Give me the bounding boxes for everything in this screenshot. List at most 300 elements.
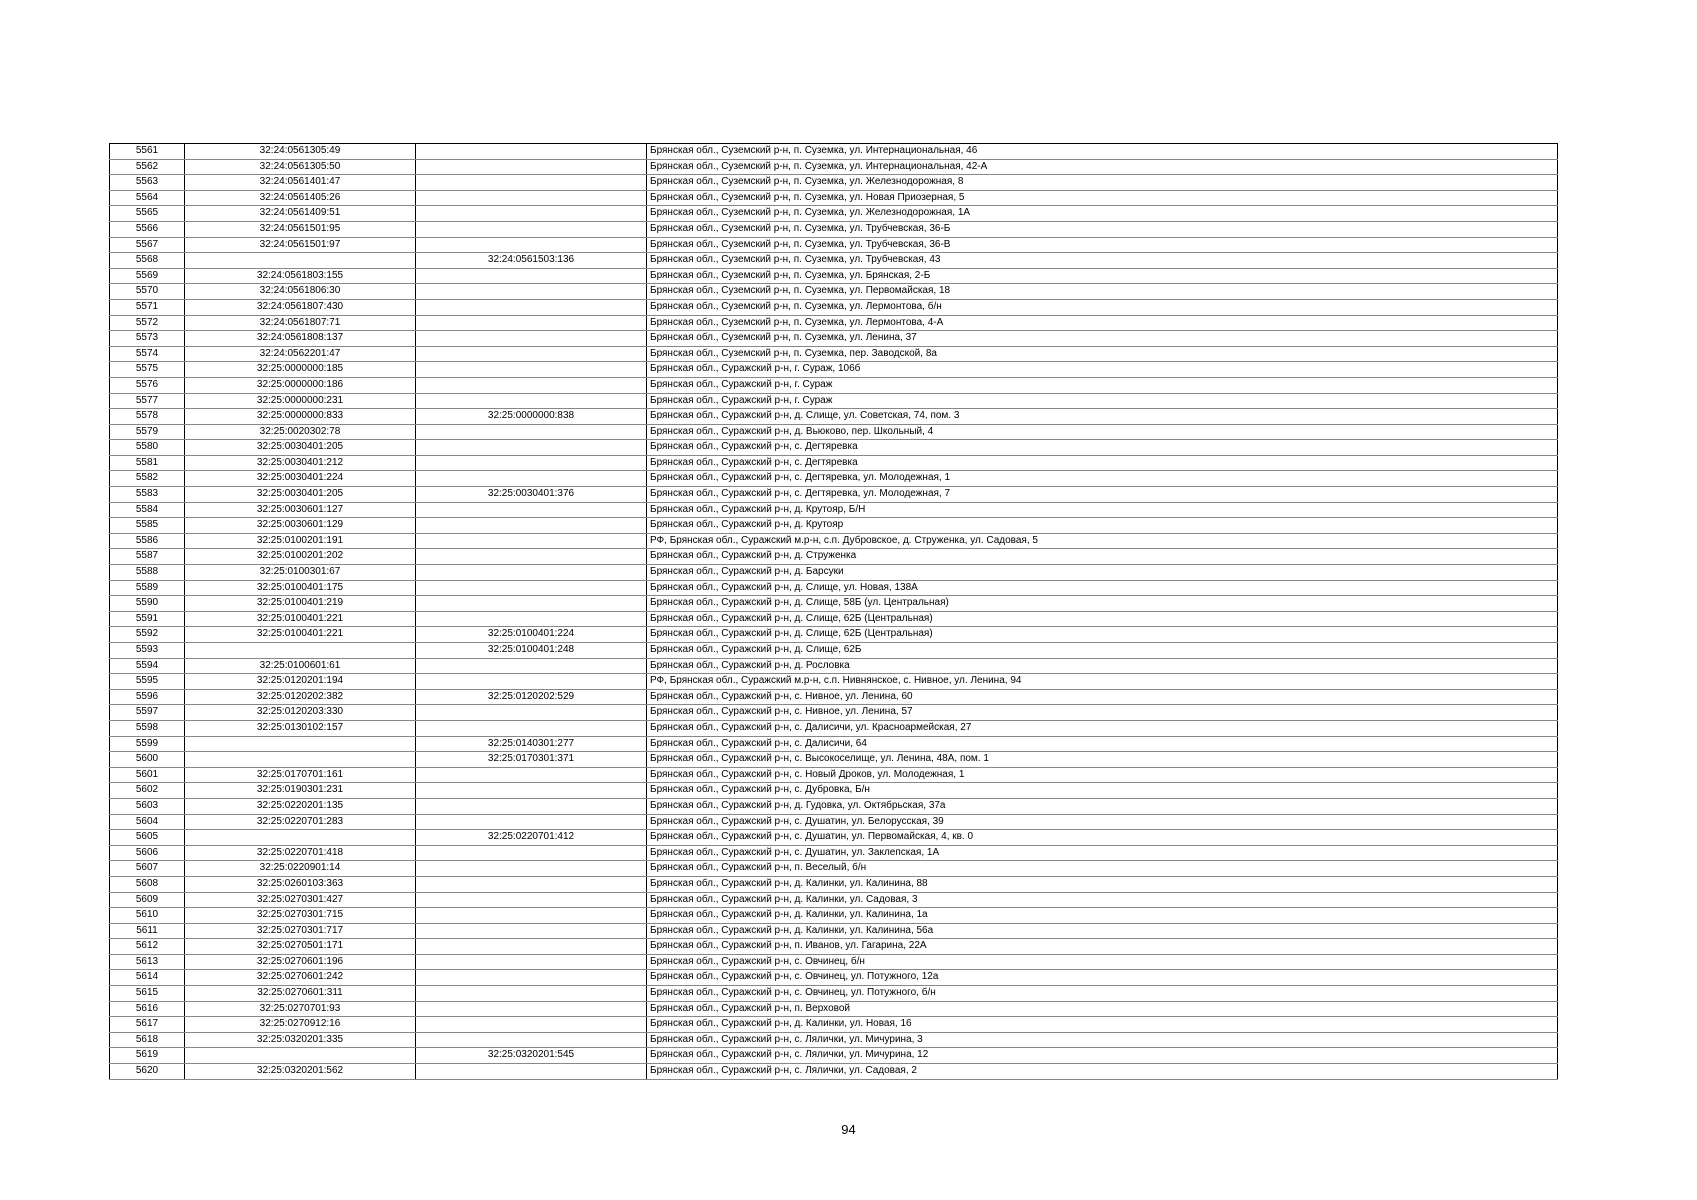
row-number-cell: 5581 xyxy=(110,455,185,471)
cadastral-number-secondary-cell xyxy=(416,159,647,175)
address-cell: Брянская обл., Суражский р-н, д. Слище, 58Б (ул. Центральная) xyxy=(647,596,1558,612)
row-number-cell: 5563 xyxy=(110,175,185,191)
cadastral-number-cell xyxy=(185,643,416,659)
cadastral-number-cell: 32:25:0020302:78 xyxy=(185,424,416,440)
cadastral-number-secondary-cell: 32:25:0120202:529 xyxy=(416,689,647,705)
row-number-cell: 5582 xyxy=(110,471,185,487)
table-row xyxy=(110,845,1558,861)
address-cell: Брянская обл., Суражский р-н, с. Высокоселище, ул. Ленина, 48А, пом. 1 xyxy=(647,752,1558,768)
cadastral-number-secondary-cell: 32:25:0220701:412 xyxy=(416,830,647,846)
row-number-cell: 5597 xyxy=(110,705,185,721)
row-number-cell: 5576 xyxy=(110,377,185,393)
row-number-cell: 5618 xyxy=(110,1032,185,1048)
cadastral-number-cell: 32:25:0220701:418 xyxy=(185,845,416,861)
row-number-cell: 5610 xyxy=(110,908,185,924)
address-cell: Брянская обл., Суражский р-н, д. Калинки, ул. Калинина, 56а xyxy=(647,923,1558,939)
cadastral-number-secondary-cell: 32:25:0000000:838 xyxy=(416,409,647,425)
table-row xyxy=(110,658,1558,674)
cadastral-number-secondary-cell xyxy=(416,221,647,237)
address-cell: Брянская обл., Суражский р-н, д. Струженка xyxy=(647,549,1558,565)
cadastral-number-cell: 32:24:0561803:155 xyxy=(185,268,416,284)
table-row xyxy=(110,221,1558,237)
cadastral-number-secondary-cell xyxy=(416,1064,647,1080)
cadastral-number-secondary-cell xyxy=(416,268,647,284)
table-row xyxy=(110,1032,1558,1048)
address-cell: Брянская обл., Суражский р-н, с. Душатин, ул. Первомайская, 4, кв. 0 xyxy=(647,830,1558,846)
row-number-cell: 5589 xyxy=(110,580,185,596)
address-cell: Брянская обл., Суражский р-н, г. Сураж xyxy=(647,377,1558,393)
address-cell: Брянская обл., Суражский р-н, п. Верховой xyxy=(647,1001,1558,1017)
table-row xyxy=(110,502,1558,518)
cadastral-number-cell: 32:25:0030601:129 xyxy=(185,518,416,534)
cadastral-number-cell: 32:25:0030401:205 xyxy=(185,440,416,456)
cadastral-number-secondary-cell xyxy=(416,783,647,799)
cadastral-number-secondary-cell xyxy=(416,190,647,206)
table-row xyxy=(110,689,1558,705)
table-row xyxy=(110,970,1558,986)
address-cell: Брянская обл., Суражский р-н, с. Лялички, ул. Мичурина, 12 xyxy=(647,1048,1558,1064)
cadastral-number-cell: 32:25:0100201:202 xyxy=(185,549,416,565)
cadastral-number-cell: 32:25:0270601:311 xyxy=(185,986,416,1002)
cadastral-number-secondary-cell xyxy=(416,565,647,581)
address-cell: Брянская обл., Суземский р-н, п. Суземка, ул. Брянская, 2-Б xyxy=(647,268,1558,284)
cadastral-number-cell: 32:25:0260103:363 xyxy=(185,876,416,892)
row-number-cell: 5590 xyxy=(110,596,185,612)
row-number-cell: 5608 xyxy=(110,876,185,892)
address-cell: Брянская обл., Суражский р-н, д. Калинки, ул. Садовая, 3 xyxy=(647,892,1558,908)
address-cell: Брянская обл., Суражский р-н, д. Крутояр xyxy=(647,518,1558,534)
table-row xyxy=(110,892,1558,908)
table-row xyxy=(110,315,1558,331)
table-row xyxy=(110,954,1558,970)
table-row xyxy=(110,736,1558,752)
table-row xyxy=(110,611,1558,627)
address-cell: Брянская обл., Суражский р-н, д. Калинки, ул. Калинина, 88 xyxy=(647,876,1558,892)
table-row xyxy=(110,783,1558,799)
table-row xyxy=(110,596,1558,612)
cadastral-number-cell: 32:25:0030401:212 xyxy=(185,455,416,471)
address-cell: Брянская обл., Суражский р-н, с. Далисичи, ул. Красноармейская, 27 xyxy=(647,720,1558,736)
table-row xyxy=(110,284,1558,300)
cadastral-number-cell: 32:25:0120201:194 xyxy=(185,674,416,690)
row-number-cell: 5603 xyxy=(110,798,185,814)
row-number-cell: 5571 xyxy=(110,299,185,315)
cadastral-number-cell: 32:25:0030601:127 xyxy=(185,502,416,518)
cadastral-number-cell: 32:25:0220701:283 xyxy=(185,814,416,830)
cadastral-number-secondary-cell xyxy=(416,798,647,814)
row-number-cell: 5604 xyxy=(110,814,185,830)
cadastral-number-secondary-cell xyxy=(416,377,647,393)
cadastral-number-secondary-cell xyxy=(416,580,647,596)
row-number-cell: 5577 xyxy=(110,393,185,409)
address-cell: Брянская обл., Суражский р-н, с. Овчинец, ул. Потужного, б/н xyxy=(647,986,1558,1002)
cadastral-number-secondary-cell xyxy=(416,596,647,612)
table-row xyxy=(110,798,1558,814)
row-number-cell: 5620 xyxy=(110,1064,185,1080)
cadastral-number-cell: 32:24:0561808:137 xyxy=(185,331,416,347)
table-row xyxy=(110,861,1558,877)
row-number-cell: 5614 xyxy=(110,970,185,986)
cadastral-number-secondary-cell: 32:24:0561503:136 xyxy=(416,253,647,269)
row-number-cell: 5598 xyxy=(110,720,185,736)
address-cell: РФ, Брянская обл., Суражский м.р-н, с.п. Дубровское, д. Струженка, ул. Садовая, 5 xyxy=(647,533,1558,549)
address-cell: Брянская обл., Суражский р-н, д. Барсуки xyxy=(647,565,1558,581)
cadastral-number-secondary-cell xyxy=(416,1032,647,1048)
row-number-cell: 5617 xyxy=(110,1017,185,1033)
row-number-cell: 5588 xyxy=(110,565,185,581)
row-number-cell: 5600 xyxy=(110,752,185,768)
address-cell: Брянская обл., Суражский р-н, с. Овчинец, ул. Потужного, 12а xyxy=(647,970,1558,986)
address-cell: Брянская обл., Суражский р-н, д. Калинки, ул. Калинина, 1а xyxy=(647,908,1558,924)
cadastral-number-secondary-cell xyxy=(416,424,647,440)
cadastral-number-secondary-cell xyxy=(416,533,647,549)
table-row xyxy=(110,1001,1558,1017)
row-number-cell: 5596 xyxy=(110,689,185,705)
address-cell: Брянская обл., Суземский р-н, п. Суземка, ул. Лермонтова, б/н xyxy=(647,299,1558,315)
cadastral-number-secondary-cell xyxy=(416,892,647,908)
address-cell: Брянская обл., Суражский р-н, с. Дегтяревка, ул. Молодежная, 7 xyxy=(647,487,1558,503)
cadastral-number-secondary-cell xyxy=(416,674,647,690)
row-number-cell: 5567 xyxy=(110,237,185,253)
cadastral-number-secondary-cell xyxy=(416,518,647,534)
row-number-cell: 5616 xyxy=(110,1001,185,1017)
table-row xyxy=(110,533,1558,549)
table-row xyxy=(110,175,1558,191)
table-row xyxy=(110,159,1558,175)
cadastral-number-cell: 32:25:0170701:161 xyxy=(185,767,416,783)
cadastral-number-cell: 32:25:0320201:562 xyxy=(185,1064,416,1080)
address-cell: Брянская обл., Суражский р-н, с. Дегтяревка xyxy=(647,455,1558,471)
address-cell: Брянская обл., Суземский р-н, п. Суземка, ул. Лермонтова, 4-А xyxy=(647,315,1558,331)
cadastral-number-cell xyxy=(185,1048,416,1064)
address-cell: Брянская обл., Суражский р-н, с. Нивное, ул. Ленина, 60 xyxy=(647,689,1558,705)
cadastral-number-cell: 32:25:0220901:14 xyxy=(185,861,416,877)
cadastral-number-cell xyxy=(185,253,416,269)
cadastral-number-secondary-cell xyxy=(416,814,647,830)
address-cell: Брянская обл., Суражский р-н, д. Слище, 62Б xyxy=(647,643,1558,659)
cadastral-number-secondary-cell xyxy=(416,767,647,783)
cadastral-number-cell: 32:25:0000000:185 xyxy=(185,362,416,378)
cadastral-number-secondary-cell xyxy=(416,455,647,471)
table-row xyxy=(110,627,1558,643)
row-number-cell: 5580 xyxy=(110,440,185,456)
row-number-cell: 5573 xyxy=(110,331,185,347)
cadastral-number-secondary-cell xyxy=(416,939,647,955)
table-row xyxy=(110,830,1558,846)
row-number-cell: 5601 xyxy=(110,767,185,783)
cadastral-number-cell: 32:25:0270301:717 xyxy=(185,923,416,939)
address-cell: Брянская обл., Суражский р-н, с. Овчинец, б/н xyxy=(647,954,1558,970)
address-cell: Брянская обл., Суражский р-н, с. Дубровка, Б/н xyxy=(647,783,1558,799)
address-cell: Брянская обл., Суражский р-н, п. Иванов, ул. Гагарина, 22А xyxy=(647,939,1558,955)
cadastral-number-secondary-cell: 32:25:0170301:371 xyxy=(416,752,647,768)
cadastral-number-cell: 32:25:0100401:221 xyxy=(185,611,416,627)
cadastral-number-secondary-cell xyxy=(416,876,647,892)
table-row xyxy=(110,986,1558,1002)
row-number-cell: 5591 xyxy=(110,611,185,627)
table-row xyxy=(110,455,1558,471)
cadastral-number-secondary-cell xyxy=(416,315,647,331)
table-row xyxy=(110,580,1558,596)
table-row xyxy=(110,253,1558,269)
address-cell: Брянская обл., Суземский р-н, п. Суземка, ул. Ленина, 37 xyxy=(647,331,1558,347)
row-number-cell: 5606 xyxy=(110,845,185,861)
cadastral-number-cell: 32:25:0120203:330 xyxy=(185,705,416,721)
table-row xyxy=(110,409,1558,425)
address-cell: Брянская обл., Суражский р-н, с. Дегтяревка xyxy=(647,440,1558,456)
cadastral-number-cell: 32:25:0320201:335 xyxy=(185,1032,416,1048)
cadastral-number-cell: 32:24:0561409:51 xyxy=(185,206,416,222)
cadastral-number-secondary-cell xyxy=(416,331,647,347)
table-row xyxy=(110,471,1558,487)
cadastral-number-cell: 32:25:0270301:427 xyxy=(185,892,416,908)
cadastral-number-secondary-cell xyxy=(416,237,647,253)
row-number-cell: 5562 xyxy=(110,159,185,175)
cadastral-number-secondary-cell xyxy=(416,284,647,300)
table-row xyxy=(110,643,1558,659)
cadastral-number-secondary-cell xyxy=(416,299,647,315)
address-cell: Брянская обл., Суражский р-н, д. Крутояр, Б/Н xyxy=(647,502,1558,518)
cadastral-number-secondary-cell xyxy=(416,720,647,736)
cadastral-number-secondary-cell xyxy=(416,923,647,939)
table-row xyxy=(110,752,1558,768)
address-cell: Брянская обл., Суражский р-н, с. Новый Дроков, ул. Молодежная, 1 xyxy=(647,767,1558,783)
cadastral-number-cell: 32:25:0100301:67 xyxy=(185,565,416,581)
row-number-cell: 5584 xyxy=(110,502,185,518)
cadastral-number-secondary-cell xyxy=(416,908,647,924)
address-cell: Брянская обл., Суражский р-н, д. Слище, ул. Советская, 74, пом. 3 xyxy=(647,409,1558,425)
table-row xyxy=(110,424,1558,440)
cadastral-number-secondary-cell: 32:25:0140301:277 xyxy=(416,736,647,752)
table-row xyxy=(110,362,1558,378)
table-row xyxy=(110,518,1558,534)
row-number-cell: 5613 xyxy=(110,954,185,970)
cadastral-number-cell: 32:24:0562201:47 xyxy=(185,346,416,362)
cadastral-number-cell: 32:25:0000000:186 xyxy=(185,377,416,393)
cadastral-number-cell: 32:25:0000000:833 xyxy=(185,409,416,425)
table-row xyxy=(110,487,1558,503)
cadastral-number-cell: 32:25:0100401:221 xyxy=(185,627,416,643)
cadastral-number-secondary-cell xyxy=(416,549,647,565)
table-row xyxy=(110,346,1558,362)
table-row xyxy=(110,299,1558,315)
cadastral-number-cell xyxy=(185,736,416,752)
row-number-cell: 5583 xyxy=(110,487,185,503)
address-cell: Брянская обл., Суземский р-н, п. Суземка, ул. Интернациональная, 42-А xyxy=(647,159,1558,175)
table-row xyxy=(110,206,1558,222)
table-row xyxy=(110,331,1558,347)
table-row xyxy=(110,440,1558,456)
row-number-cell: 5594 xyxy=(110,658,185,674)
cadastral-number-cell: 32:24:0561305:49 xyxy=(185,144,416,160)
cadastral-number-secondary-cell xyxy=(416,362,647,378)
cadastral-number-cell: 32:25:0270601:196 xyxy=(185,954,416,970)
cadastral-number-secondary-cell: 32:25:0030401:376 xyxy=(416,487,647,503)
address-cell: Брянская обл., Суземский р-н, п. Суземка, пер. Заводской, 8а xyxy=(647,346,1558,362)
row-number-cell: 5564 xyxy=(110,190,185,206)
address-cell: Брянская обл., Суземский р-н, п. Суземка, ул. Интернациональная, 46 xyxy=(647,144,1558,160)
cadastral-number-secondary-cell xyxy=(416,845,647,861)
cadastral-number-secondary-cell xyxy=(416,986,647,1002)
cadastral-number-secondary-cell xyxy=(416,611,647,627)
cadastral-number-cell: 32:25:0000000:231 xyxy=(185,393,416,409)
row-number-cell: 5599 xyxy=(110,736,185,752)
cadastral-number-cell: 32:25:0270601:242 xyxy=(185,970,416,986)
cadastral-number-cell: 32:24:0561501:95 xyxy=(185,221,416,237)
row-number-cell: 5566 xyxy=(110,221,185,237)
address-cell: Брянская обл., Суражский р-н, д. Гудовка, ул. Октябрьская, 37а xyxy=(647,798,1558,814)
row-number-cell: 5586 xyxy=(110,533,185,549)
row-number-cell: 5587 xyxy=(110,549,185,565)
address-cell: Брянская обл., Суземский р-н, п. Суземка, ул. Трубчевская, 43 xyxy=(647,253,1558,269)
address-cell: Брянская обл., Суземский р-н, п. Суземка, ул. Первомайская, 18 xyxy=(647,284,1558,300)
cadastral-number-secondary-cell xyxy=(416,502,647,518)
row-number-cell: 5595 xyxy=(110,674,185,690)
table-row xyxy=(110,190,1558,206)
address-cell: Брянская обл., Суражский р-н, д. Слище, 62Б (Центральная) xyxy=(647,611,1558,627)
table-row xyxy=(110,814,1558,830)
cadastral-number-cell xyxy=(185,752,416,768)
cadastral-number-cell: 32:25:0100401:175 xyxy=(185,580,416,596)
cadastral-number-secondary-cell xyxy=(416,393,647,409)
address-cell: Брянская обл., Суражский р-н, с. Лялички, ул. Мичурина, 3 xyxy=(647,1032,1558,1048)
cadastral-number-secondary-cell xyxy=(416,1017,647,1033)
row-number-cell: 5575 xyxy=(110,362,185,378)
registry-table xyxy=(109,143,1558,1080)
cadastral-number-cell: 32:25:0130102:157 xyxy=(185,720,416,736)
address-cell: Брянская обл., Суземский р-н, п. Суземка, ул. Железнодорожная, 1А xyxy=(647,206,1558,222)
cadastral-number-cell: 32:24:0561405:26 xyxy=(185,190,416,206)
cadastral-number-secondary-cell: 32:25:0100401:224 xyxy=(416,627,647,643)
address-cell: Брянская обл., Суражский р-н, д. Вьюково, пер. Школьный, 4 xyxy=(647,424,1558,440)
cadastral-number-secondary-cell xyxy=(416,954,647,970)
row-number-cell: 5572 xyxy=(110,315,185,331)
table-row xyxy=(110,237,1558,253)
cadastral-number-cell: 32:24:0561807:71 xyxy=(185,315,416,331)
row-number-cell: 5619 xyxy=(110,1048,185,1064)
address-cell: Брянская обл., Суражский р-н, д. Слище, ул. Новая, 138А xyxy=(647,580,1558,596)
cadastral-number-cell: 32:25:0220201:135 xyxy=(185,798,416,814)
row-number-cell: 5593 xyxy=(110,643,185,659)
table-row xyxy=(110,767,1558,783)
table-row xyxy=(110,549,1558,565)
table-row xyxy=(110,1064,1558,1080)
cadastral-number-secondary-cell xyxy=(416,861,647,877)
table-row xyxy=(110,705,1558,721)
row-number-cell: 5569 xyxy=(110,268,185,284)
address-cell: Брянская обл., Суражский р-н, с. Дегтяревка, ул. Молодежная, 1 xyxy=(647,471,1558,487)
row-number-cell: 5611 xyxy=(110,923,185,939)
cadastral-number-cell: 32:25:0100401:219 xyxy=(185,596,416,612)
cadastral-number-secondary-cell xyxy=(416,658,647,674)
cadastral-number-cell: 32:24:0561401:47 xyxy=(185,175,416,191)
address-cell: Брянская обл., Суземский р-н, п. Суземка, ул. Трубчевская, 36-В xyxy=(647,237,1558,253)
cadastral-number-secondary-cell xyxy=(416,1001,647,1017)
address-cell: Брянская обл., Суземский р-н, п. Суземка, ул. Новая Приозерная, 5 xyxy=(647,190,1558,206)
cadastral-number-secondary-cell xyxy=(416,206,647,222)
cadastral-number-cell: 32:25:0100601:61 xyxy=(185,658,416,674)
cadastral-number-cell: 32:25:0100201:191 xyxy=(185,533,416,549)
cadastral-number-cell: 32:25:0120202:382 xyxy=(185,689,416,705)
cadastral-number-cell: 32:25:0030401:205 xyxy=(185,487,416,503)
table-row xyxy=(110,268,1558,284)
address-cell: Брянская обл., Суземский р-н, п. Суземка, ул. Трубчевская, 36-Б xyxy=(647,221,1558,237)
table-row xyxy=(110,1017,1558,1033)
address-cell: Брянская обл., Суражский р-н, с. Далисичи, 64 xyxy=(647,736,1558,752)
table-row xyxy=(110,720,1558,736)
address-cell: Брянская обл., Суражский р-н, д. Слище, 62Б (Центральная) xyxy=(647,627,1558,643)
row-number-cell: 5574 xyxy=(110,346,185,362)
table-row xyxy=(110,377,1558,393)
address-cell: РФ, Брянская обл., Суражский м.р-н, с.п. Нивнянское, с. Нивное, ул. Ленина, 94 xyxy=(647,674,1558,690)
address-cell: Брянская обл., Суражский р-н, с. Нивное, ул. Ленина, 57 xyxy=(647,705,1558,721)
cadastral-number-secondary-cell xyxy=(416,970,647,986)
address-cell: Брянская обл., Суражский р-н, г. Сураж xyxy=(647,393,1558,409)
cadastral-number-secondary-cell xyxy=(416,346,647,362)
table-row xyxy=(110,393,1558,409)
cadastral-number-cell: 32:24:0561807:430 xyxy=(185,299,416,315)
cadastral-number-secondary-cell xyxy=(416,705,647,721)
address-cell: Брянская обл., Суражский р-н, с. Душатин, ул. Заклепская, 1А xyxy=(647,845,1558,861)
address-cell: Брянская обл., Суражский р-н, с. Душатин, ул. Белорусская, 39 xyxy=(647,814,1558,830)
address-cell: Брянская обл., Суражский р-н, с. Лялички, ул. Садовая, 2 xyxy=(647,1064,1558,1080)
row-number-cell: 5592 xyxy=(110,627,185,643)
table-row xyxy=(110,144,1558,160)
row-number-cell: 5607 xyxy=(110,861,185,877)
address-cell: Брянская обл., Суземский р-н, п. Суземка, ул. Железнодорожная, 8 xyxy=(647,175,1558,191)
cadastral-number-cell: 32:24:0561501:97 xyxy=(185,237,416,253)
registry-table-body xyxy=(110,144,1558,1080)
cadastral-number-cell: 32:25:0270501:171 xyxy=(185,939,416,955)
page-number: 94 xyxy=(841,1122,856,1137)
cadastral-number-secondary-cell: 32:25:0320201:545 xyxy=(416,1048,647,1064)
row-number-cell: 5568 xyxy=(110,253,185,269)
row-number-cell: 5612 xyxy=(110,939,185,955)
cadastral-number-secondary-cell xyxy=(416,175,647,191)
table-row xyxy=(110,565,1558,581)
table-row xyxy=(110,1048,1558,1064)
cadastral-number-secondary-cell xyxy=(416,471,647,487)
table-row xyxy=(110,674,1558,690)
cadastral-number-cell: 32:25:0190301:231 xyxy=(185,783,416,799)
cadastral-number-secondary-cell xyxy=(416,144,647,160)
table-row xyxy=(110,923,1558,939)
row-number-cell: 5579 xyxy=(110,424,185,440)
row-number-cell: 5565 xyxy=(110,206,185,222)
table-row xyxy=(110,939,1558,955)
row-number-cell: 5570 xyxy=(110,284,185,300)
address-cell: Брянская обл., Суражский р-н, п. Веселый, б/н xyxy=(647,861,1558,877)
row-number-cell: 5561 xyxy=(110,144,185,160)
cadastral-number-cell: 32:24:0561305:50 xyxy=(185,159,416,175)
row-number-cell: 5578 xyxy=(110,409,185,425)
row-number-cell: 5609 xyxy=(110,892,185,908)
cadastral-number-cell xyxy=(185,830,416,846)
cadastral-number-cell: 32:25:0270301:715 xyxy=(185,908,416,924)
address-cell: Брянская обл., Суражский р-н, д. Калинки, ул. Новая, 16 xyxy=(647,1017,1558,1033)
row-number-cell: 5605 xyxy=(110,830,185,846)
row-number-cell: 5602 xyxy=(110,783,185,799)
table-row xyxy=(110,876,1558,892)
table-row xyxy=(110,908,1558,924)
address-cell: Брянская обл., Суражский р-н, г. Сураж, 106б xyxy=(647,362,1558,378)
cadastral-number-cell: 32:24:0561806:30 xyxy=(185,284,416,300)
row-number-cell: 5615 xyxy=(110,986,185,1002)
cadastral-number-secondary-cell xyxy=(416,440,647,456)
cadastral-number-cell: 32:25:0270912:16 xyxy=(185,1017,416,1033)
cadastral-number-cell: 32:25:0030401:224 xyxy=(185,471,416,487)
address-cell: Брянская обл., Суражский р-н, д. Рословка xyxy=(647,658,1558,674)
